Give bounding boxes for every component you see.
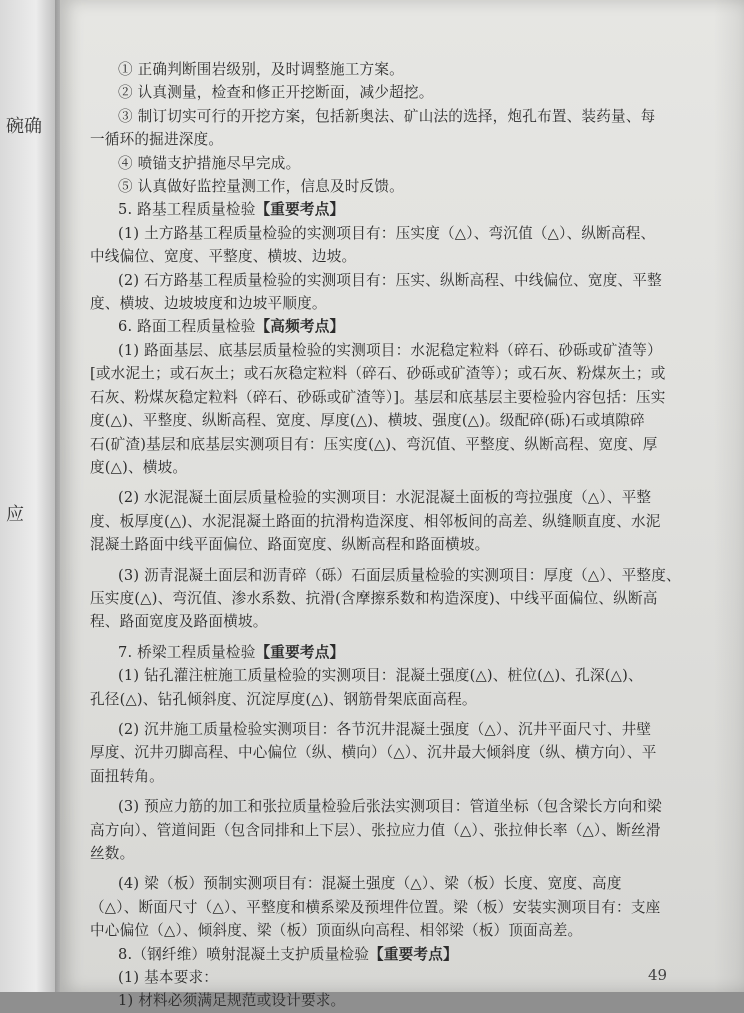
section-heading <box>90 315 680 338</box>
section-heading <box>90 198 680 221</box>
line-text: 压实度(△)、弯沉值、渗水系数、抗滑(含摩擦系数和构造深度)、中线平面偏位、纵断高 <box>90 589 658 607</box>
line-text: ④ 喷锚支护措施尽早完成。 <box>118 154 301 172</box>
line-text: 8.（钢纤维）喷射混凝土支护质量检验 <box>118 945 370 963</box>
text-line <box>90 105 680 128</box>
paragraph-gap <box>90 479 680 486</box>
line-text: (1) 路面基层、底基层质量检验的实测项目：水泥稳定粒料（碎石、砂砾或矿渣等） <box>118 341 662 359</box>
text-line <box>90 510 680 533</box>
line-text: 7. 桥梁工程质量检验 <box>118 643 256 661</box>
text-line <box>90 989 680 1012</box>
text-line <box>90 175 680 198</box>
text-line <box>90 533 680 556</box>
line-text: (2) 水泥混凝土面层质量检验的实测项目：水泥混凝土面板的弯拉强度（△）、平整 <box>118 489 652 507</box>
line-text: ② 认真测量，检查和修正开挖断面，减少超挖。 <box>118 84 434 102</box>
section-heading <box>90 641 680 664</box>
key-point-tag: 【重要考点】 <box>255 643 345 661</box>
key-point-tag: 【重要考点】 <box>369 945 458 963</box>
line-text: (3) 沥青混凝土面层和沥青碎（砾）石面层质量检验的实测项目：厚度（△）、平整度、 <box>118 566 681 584</box>
line-text: 石灰、粉煤灰稳定粒料（碎石、砂砾或矿渣等）]。基层和底基层主要检验内容包括：压实 <box>90 388 666 406</box>
line-text: 1) 材料必须满足规范或设计要求。 <box>118 992 346 1010</box>
line-text: 度(△)、平整度、纵断高程、宽度、厚度(△)、横坡、强度(△)。级配碎(砾)石或填隙碎 <box>90 412 645 430</box>
text-line <box>90 58 680 81</box>
line-text: 石(矿渣)基层和底基层实测项目有：压实度(△)、弯沉值、平整度、纵断高程、宽度、厚 <box>90 435 658 453</box>
text-line <box>90 688 680 711</box>
text-line <box>90 486 680 509</box>
line-text: (1) 土方路基工程质量检验的实测项目有：压实度（△）、弯沉值（△）、纵断高程、 <box>118 224 656 242</box>
line-text: （△）、断面尺寸（△）、平整度和横系梁及预埋件位置。梁（板）安装实测项目有：支座 <box>90 898 661 916</box>
line-text: 中线偏位、宽度、平整度、横坡、边坡。 <box>90 248 357 266</box>
line-text: 混凝土路面中线平面偏位、路面宽度、纵断高程和路面横坡。 <box>90 536 490 554</box>
text-line <box>90 456 680 479</box>
line-text: ⑤ 认真做好监控量测工作，信息及时反馈。 <box>118 178 404 196</box>
text-line <box>90 433 680 456</box>
text-line <box>90 386 680 409</box>
text-line <box>90 292 680 315</box>
key-point-tag: 【重要考点】 <box>255 201 345 219</box>
line-text: ③ 制订切实可行的开挖方案，包括新奥法、矿山法的选择，炮孔布置、装药量、每 <box>118 107 656 125</box>
line-text: 厚度、沉井刃脚高程、中心偏位（纵、横向）（△）、沉井最大倾斜度（纵、横方向）、平 <box>90 744 657 762</box>
text-line <box>90 128 680 151</box>
text-line <box>90 795 680 818</box>
facing-page-text-fragment: 碗确 <box>6 116 42 137</box>
line-text: 高方向）、管道间距（包含同排和上下层）、张拉应力值（△）、张拉伸长率（△）、断丝滑 <box>90 821 661 839</box>
book-page <box>60 0 744 1010</box>
paragraph-gap <box>90 788 680 795</box>
text-line <box>90 564 680 587</box>
section-heading <box>90 943 680 966</box>
line-text: 度、板厚度(△)、水泥混凝土路面的抗滑构造深度、相邻板间的高差、纵缝顺直度、水泥 <box>90 512 661 530</box>
text-line <box>90 245 680 268</box>
text-line <box>90 718 680 741</box>
line-text: 面扭转角。 <box>90 767 164 785</box>
page-body-text <box>90 58 680 1013</box>
text-line <box>90 610 680 633</box>
paragraph-gap <box>90 711 680 718</box>
line-text: 中心偏位（△）、倾斜度、梁（板）顶面纵向高程、相邻梁（板）顶面高差。 <box>90 922 583 940</box>
key-point-tag: 【高频考点】 <box>255 318 345 336</box>
line-text: 6. 路面工程质量检验 <box>118 318 256 336</box>
text-line <box>90 966 680 989</box>
text-line <box>90 919 680 942</box>
text-line <box>90 362 680 385</box>
text-line <box>90 269 680 292</box>
line-text: (2) 沉井施工质量检验实测项目：各节沉井混凝土强度（△）、沉井平面尺寸、井壁 <box>118 720 652 738</box>
line-text: (1) 基本要求： <box>118 969 219 987</box>
text-line <box>90 819 680 842</box>
line-text: [或水泥土；或石灰土；或石灰稳定粒料（碎石、砂砾或矿渣等）；或石灰、粉煤灰土；或 <box>90 365 666 383</box>
line-text: 度(△)、横坡。 <box>90 458 188 476</box>
text-line <box>90 664 680 687</box>
facing-page-text-fragment: 应 <box>6 504 24 525</box>
text-line <box>90 409 680 432</box>
line-text: ① 正确判断围岩级别，及时调整施工方案。 <box>118 61 404 78</box>
text-line <box>90 765 680 788</box>
text-line <box>90 872 680 895</box>
page-shadow <box>714 0 744 992</box>
line-text: 丝数。 <box>90 845 135 862</box>
paragraph-gap <box>90 634 680 641</box>
page-number: 49 <box>648 966 668 984</box>
line-text: 度、横坡、边坡坡度和边坡平顺度。 <box>90 295 327 313</box>
line-text: (4) 梁（板）预制实测项目有：混凝土强度（△）、梁（板）长度、宽度、高度 <box>118 875 622 893</box>
text-line <box>90 339 680 362</box>
line-text: (3) 预应力筋的加工和张拉质量检验后张法实测项目：管道坐标（包含梁长方向和梁 <box>118 798 662 816</box>
text-line <box>90 152 680 175</box>
text-line <box>90 896 680 919</box>
line-text: 一循环的掘进深度。 <box>90 131 224 149</box>
line-text: 5. 路基工程质量检验 <box>118 201 256 219</box>
facing-page-edge <box>0 0 60 992</box>
text-line <box>90 587 680 610</box>
line-text: 程、路面宽度及路面横坡。 <box>90 613 268 631</box>
text-line <box>90 81 680 104</box>
line-text: (1) 钻孔灌注桩施工质量检验的实测项目：混凝土强度(△)、桩位(△)、孔深(△)、 <box>118 667 643 685</box>
text-line <box>90 741 680 764</box>
paragraph-gap <box>90 865 680 872</box>
paragraph-gap <box>90 557 680 564</box>
text-line <box>90 222 680 245</box>
line-text: 孔径(△)、钻孔倾斜度、沉淀厚度(△)、钢筋骨架底面高程。 <box>90 690 477 708</box>
line-text: (2) 石方路基工程质量检验的实测项目有：压实、纵断高程、中线偏位、宽度、平整 <box>118 271 662 289</box>
text-line <box>90 842 680 865</box>
